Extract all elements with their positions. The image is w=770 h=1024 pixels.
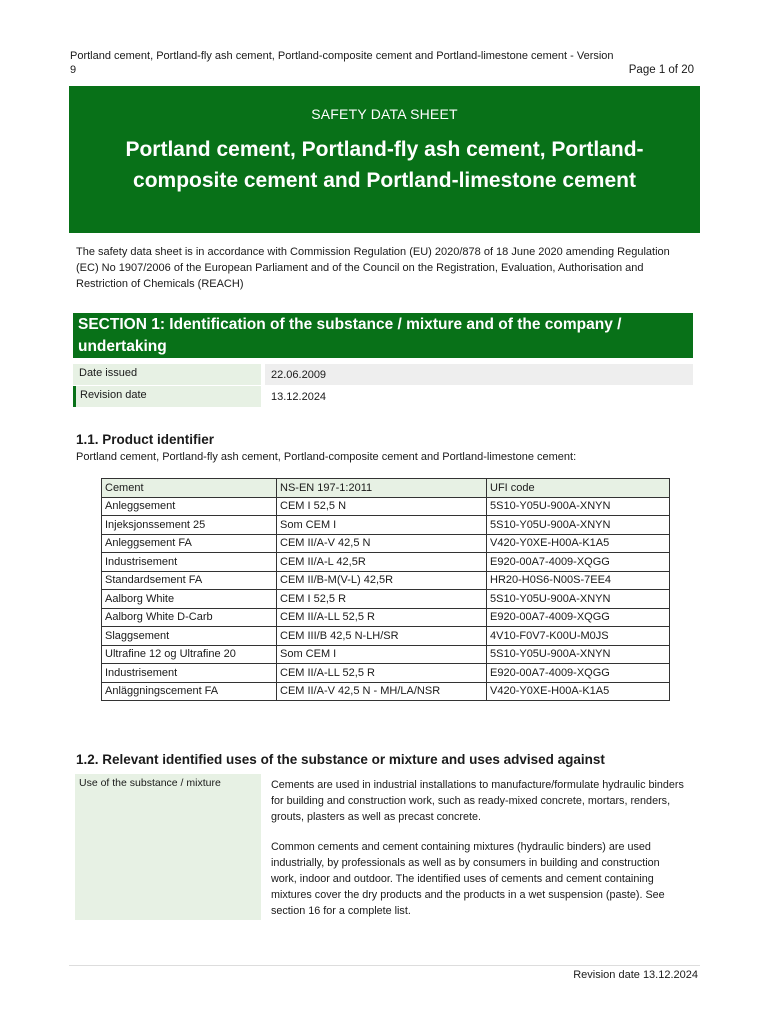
section-1-heading: SECTION 1: Identification of the substance / mixture and of the company / undertaking <box>73 313 693 358</box>
table-cell: CEM II/A-LL 52,5 R <box>277 664 487 683</box>
document-title: Portland cement, Portland-fly ash cement, Portland-composite cement and Portland-limestone cement - Version 9 <box>70 50 614 76</box>
column-header-cement: Cement <box>102 479 277 498</box>
page-number: Page 1 of 20 <box>628 64 694 76</box>
page-header <box>70 49 700 77</box>
table-cell: Industrisement <box>102 664 277 683</box>
title-banner <box>69 86 700 233</box>
table-cell: E920-00A7-4009-XQGG <box>487 608 670 627</box>
table-cell: Aalborg White D-Carb <box>102 608 277 627</box>
table-row <box>102 497 670 516</box>
table-cell: E920-00A7-4009-XQGG <box>487 553 670 572</box>
table-row <box>102 553 670 572</box>
table-cell: CEM II/A-LL 52,5 R <box>277 608 487 627</box>
table-cell: Injeksjonssement 25 <box>102 516 277 535</box>
table-row <box>102 608 670 627</box>
date-issued-value: 22.06.2009 <box>265 364 693 385</box>
table-cell: CEM II/B-M(V-L) 42,5R <box>277 571 487 590</box>
use-label: Use of the substance / mixture <box>75 774 261 920</box>
table-cell: HR20-H0S6-N00S-7EE4 <box>487 571 670 590</box>
product-title: Portland cement, Portland-fly ash cement, Portland-composite cement and Portland-limestone cement <box>125 138 644 192</box>
table-header-row <box>102 479 670 498</box>
use-description <box>271 777 686 933</box>
table-row <box>102 664 670 683</box>
table-cell: CEM II/A-V 42,5 N <box>277 534 487 553</box>
table-cell: CEM II/A-L 42,5R <box>277 553 487 572</box>
table-cell: 5S10-Y05U-900A-XNYN <box>487 590 670 609</box>
table-cell: 5S10-Y05U-900A-XNYN <box>487 497 670 516</box>
table-cell: Industrisement <box>102 553 277 572</box>
sds-label: SAFETY DATA SHEET <box>311 106 458 122</box>
table-cell: CEM I 52,5 R <box>277 590 487 609</box>
table-cell: Standardsement FA <box>102 571 277 590</box>
table-cell: Slaggsement <box>102 627 277 646</box>
footer-divider <box>69 965 700 966</box>
identified-uses-heading: 1.2. Relevant identified uses of the substance or mixture and uses advised against <box>76 752 605 767</box>
product-identifier-heading: 1.1. Product identifier <box>76 432 215 447</box>
revision-date-row <box>73 386 693 407</box>
column-header-ufi: UFI code <box>487 479 670 498</box>
table-row <box>102 534 670 553</box>
footer-revision-date: Revision date 13.12.2024 <box>573 969 698 981</box>
date-issued-label: Date issued <box>73 364 261 385</box>
table-cell: 4V10-F0V7-K00U-M0JS <box>487 627 670 646</box>
table-cell: Aalborg White <box>102 590 277 609</box>
table-cell: Anläggningscement FA <box>102 682 277 701</box>
table-row <box>102 682 670 701</box>
product-table <box>101 478 670 701</box>
table-cell: CEM II/A-V 42,5 N - MH/LA/NSR <box>277 682 487 701</box>
column-header-standard: NS-EN 197-1:2011 <box>277 479 487 498</box>
table-cell: 5S10-Y05U-900A-XNYN <box>487 645 670 664</box>
table-row <box>102 516 670 535</box>
table-cell: CEM III/B 42,5 N-LH/SR <box>277 627 487 646</box>
table-row <box>102 645 670 664</box>
table-cell: V420-Y0XE-H00A-K1A5 <box>487 534 670 553</box>
revision-date-label: Revision date <box>73 386 261 407</box>
product-identifier-text: Portland cement, Portland-fly ash cement, Portland-composite cement and Portland-limestone cement: <box>76 451 577 463</box>
use-paragraph-1: Cements are used in industrial installations to manufacture/formulate hydraulic binders for building and construction work, such as ready-mixed concrete, mortars, renders, grouts, plasters as well as precast concrete. <box>271 779 684 823</box>
use-paragraph-2: Common cements and cement containing mixtures (hydraulic binders) are used industrially, by professionals as well as by consumers in building and construction work, indoor and outdoor. The identified uses of cements and cement containing mixtures cover the dry products and the products in a wet suspension (paste). See section 16 for a complete list. <box>271 841 665 917</box>
table-row <box>102 590 670 609</box>
table-cell: E920-00A7-4009-XQGG <box>487 664 670 683</box>
table-cell: Ultrafine 12 og Ultrafine 20 <box>102 645 277 664</box>
table-cell: Som CEM I <box>277 645 487 664</box>
intro-paragraph: The safety data sheet is in accordance with Commission Regulation (EU) 2020/878 of 18 June 2020 amending Regulation (EC) No 1907/2006 of the European Parliament and of the Council on the Registration, Evaluation, Authorisation and Restriction of Chemicals (REACH) <box>76 246 670 290</box>
table-cell: Anleggsement <box>102 497 277 516</box>
table-row <box>102 627 670 646</box>
table-cell: V420-Y0XE-H00A-K1A5 <box>487 682 670 701</box>
table-cell: Som CEM I <box>277 516 487 535</box>
table-cell: 5S10-Y05U-900A-XNYN <box>487 516 670 535</box>
table-body <box>102 497 670 701</box>
revision-date-value: 13.12.2024 <box>271 391 327 403</box>
table-cell: Anleggsement FA <box>102 534 277 553</box>
table-cell: CEM I 52,5 N <box>277 497 487 516</box>
date-issued-row <box>73 364 693 385</box>
table-row <box>102 571 670 590</box>
